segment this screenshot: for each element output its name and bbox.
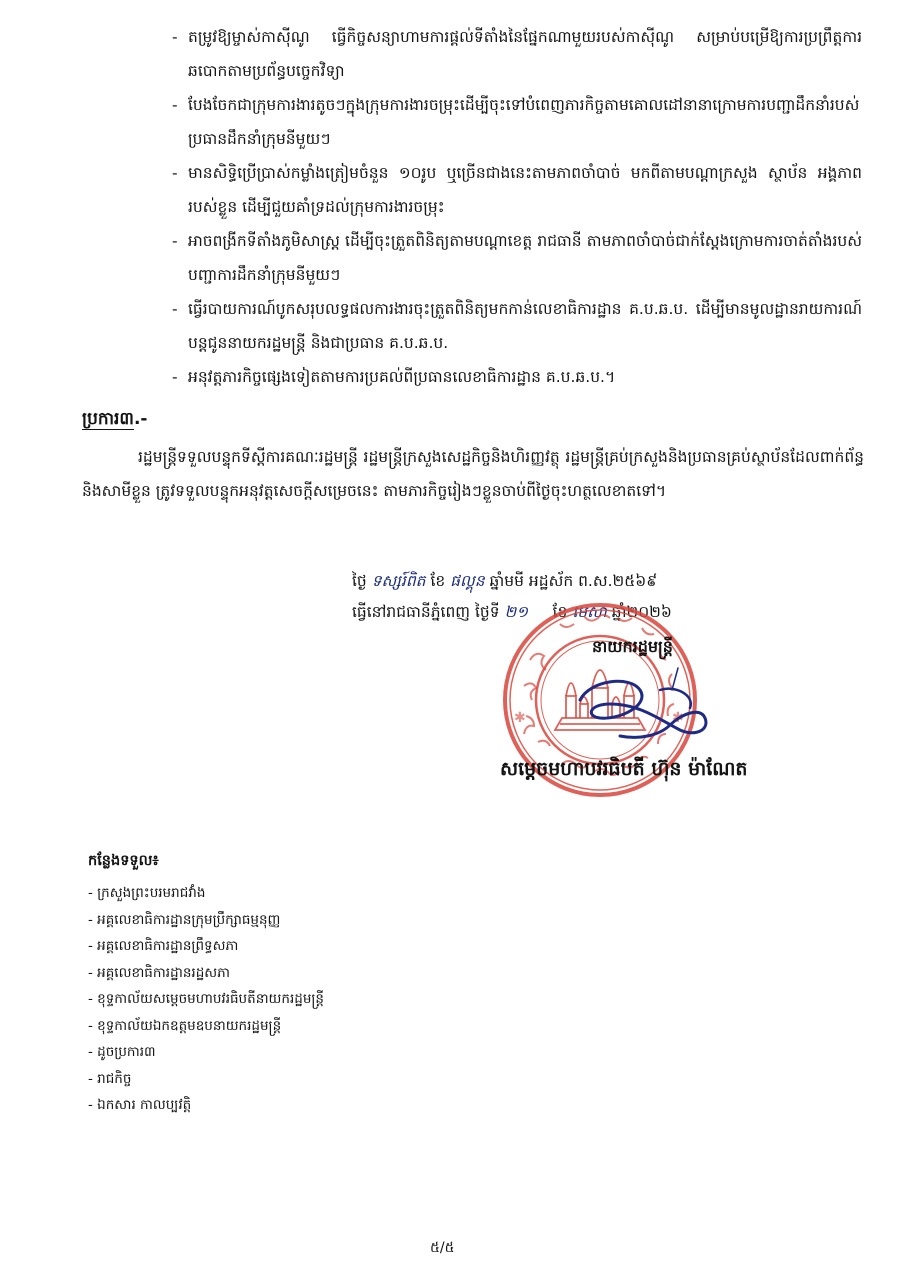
lunar-date-line: ថ្ងៃ ទស្សរ៍ពិត ខែ ផល្គុន ឆ្នាំមមី អដ្ឋស័ក ព.ស.២៥៦៩	[352, 572, 658, 590]
list-item: - ក្រសួងព្រះបរមរាជវាំង	[88, 885, 206, 901]
lunar-month-handwritten: ផល្គុន	[450, 572, 485, 590]
signer-title: នាយករដ្ឋមន្ត្រី	[592, 637, 673, 656]
list-item: - អគ្គលេខាធិការដ្ឋានក្រុមប្រឹក្សាធម្មនុញ្ញ	[88, 911, 281, 928]
day-handwritten: ២១	[504, 603, 528, 621]
page-number: ៥/៥	[430, 1240, 455, 1256]
lunar-day-handwritten: ទស្សរ៍ពិត	[371, 572, 426, 590]
article-heading	[82, 408, 147, 433]
duty-item: - អាចពង្រីកទីតាំងភូមិសាស្ត្រ ដើម្បីចុះត្រួតពិនិត្យតាមបណ្តាខេត្ត រាជធានី តាមភាពចាំបាច់ជាក់ស្តែងក្រោមការចាត់តាំងរបស់បញ្ជាការដឹកនាំក្រុមនីមួយៗ	[172, 232, 862, 284]
recipients-title: កន្លែងទទួល៖	[88, 853, 159, 869]
list-item: - ខុទ្ទកាល័យឯកឧត្តមឧបនាយករដ្ឋមន្ត្រី	[88, 1017, 282, 1034]
list-item: - អគ្គលេខាធិការដ្ឋានព្រឹទ្ធសភា	[88, 938, 239, 954]
duty-item: - បែងចែកជាក្រុមការងារតូចៗក្នុងក្រុមការងារចម្រុះដើម្បីចុះទៅបំពេញភារកិច្ចតាមគោលដៅនានាក្រោមការបញ្ជាដឹកនាំរបស់ប្រធានដឹកនាំក្រុមនីមួយៗ	[172, 96, 860, 148]
duties-list	[172, 20, 862, 394]
seal-star-right: ✱	[672, 710, 684, 726]
article-title: ប្រការ៣	[82, 409, 134, 429]
solar-date-line: ធ្វើនៅរាជធានីភ្នំពេញ ថ្ងៃទី ២១ ខែ មេសា ឆ្នាំ២០២៦	[352, 603, 672, 621]
recipients-list	[88, 880, 324, 1119]
duty-item: - តម្រូវឱ្យម្ចាស់កាស៊ីណូ ធ្វើកិច្ចសន្យាហាមការផ្តល់ទីតាំងនៃផ្នែកណាមួយរបស់កាស៊ីណូ សម្រាប់បម្រើឱ្យការប្រព្រឹត្តការឆបោកតាមប្រព័ន្ធបច្ចេកវិទ្យា	[172, 28, 862, 80]
duty-item: - អនុវត្តភារកិច្ចផ្សេងទៀតតាមការប្រគល់ពីប្រធានលេខាធិការដ្ឋាន គ.ប.ឆ.ប.។	[172, 368, 616, 386]
duty-item: - ធ្វើរបាយការណ៍បូកសរុបលទ្ធផលការងារចុះត្រួតពិនិត្យមកកាន់លេខាធិការដ្ឋាន គ.ប.ឆ.ប. ដើម្បីមានមូលដ្ឋានរាយការណ៍បន្តជូននាយករដ្ឋមន្ត្រី និងជាប្រធាន គ.ប.ឆ.ប.	[172, 300, 862, 352]
signature-icon	[560, 660, 720, 750]
list-item: - ដូចប្រការ៣	[88, 1044, 156, 1060]
list-item: - រាជកិច្ច	[88, 1070, 132, 1087]
article-title-suffix: .-	[133, 409, 148, 429]
list-item: - អគ្គលេខាធិការដ្ឋានរដ្ឋសភា	[88, 964, 230, 981]
seal-star-left: ✱	[514, 710, 526, 726]
duty-item: - មានសិទ្ធិប្រើប្រាស់កម្លាំងត្រៀមចំនួន ១០រូប ឬច្រើនជាងនេះតាមភាពចាំបាច់ មកពីតាមបណ្តាក្រសួង ស្ថាប័ន អង្គភាពរបស់ខ្លួន ដើម្បីជួយគាំទ្រដល់ក្រុមការងារចម្រុះ	[172, 164, 862, 216]
list-item: - ខុទ្ទកាល័យសម្តេចមហាបវរធិបតីនាយករដ្ឋមន្ត្រី	[88, 991, 324, 1007]
month-handwritten: មេសា	[572, 603, 607, 621]
signer-name: សម្តេចមហាបវរធិបតី ហ៊ុន ម៉ាណែត	[500, 758, 748, 780]
article-body: រដ្ឋមន្ត្រីទទួលបន្ទុកទីស្តីការគណៈរដ្ឋមន្ត្រី រដ្ឋមន្ត្រីក្រសួងសេដ្ឋកិច្ចនិងហិរញ្ញវត្ថុ រដ្ឋមន្ត្រីគ្រប់ក្រសួងនិងប្រធានគ្រប់ស្ថាប័នដែលពាក់ព័ន្ធ និងសាមីខ្លួន ត្រូវទទួលបន្ទុកអនុវត្តសេចក្តីសម្រេចនេះ តាមភារកិច្ចរៀងៗខ្លួនចាប់ពីថ្ងៃចុះហត្ថលេខាតទៅ។	[82, 448, 864, 500]
list-item: - ឯកសារ កាលប្បវត្តិ	[88, 1097, 192, 1113]
